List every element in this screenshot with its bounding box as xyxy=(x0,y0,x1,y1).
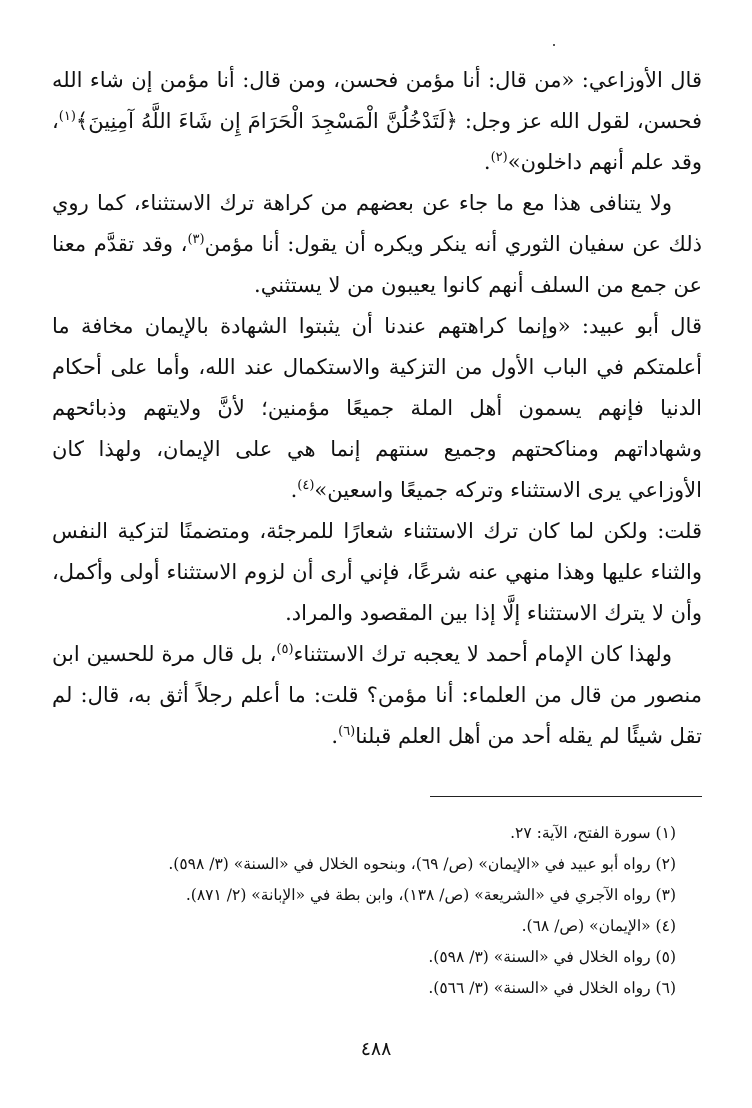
paragraph-text: ، وقد تقدَّم معنا عن جمع من السلف أنهم كانوا يعيبون من لا يستثني. xyxy=(52,232,702,297)
paragraph-text: ، وقد علم أنهم داخلون» xyxy=(52,109,702,174)
paragraph-text: قلت: ولكن لما كان ترك الاستثناء شعارًا للمرجئة، ومتضمنًا لتزكية النفس والثناء عليها وهذا منهي عنه شرعًا، فإني أرى أن لزوم الاستثناء أولى وأكمل، وأن لا يترك الاستثناء إلَّا إذا بين المقصود والمراد. xyxy=(52,519,702,625)
paragraph-3 xyxy=(52,306,702,511)
footnote-ref[interactable]: (٦) xyxy=(338,724,356,739)
footnote-ref[interactable]: (٥) xyxy=(276,642,294,657)
main-text xyxy=(52,60,702,757)
footnotes xyxy=(52,818,702,1004)
footnote-5: (٥) رواه الخلال في «السنة» (٣/ ٥٩٨). xyxy=(428,948,676,966)
page-mark xyxy=(553,44,555,46)
paragraph-text: ، بل قال مرة للحسين ابن منصور من قال من العلماء: أنا مؤمن؟ قلت: ما أعلم رجلاً أثق به، قال: لم تقل شيئًا لم يقله أحد من أهل العلم قبلنا xyxy=(52,642,702,748)
paragraph-text: قال الأوزاعي: «من قال: أنا مؤمن فحسن، ومن قال: أنا مؤمن إن شاء الله فحسن، لقول الله عز وجل: ﴿لَتَدْخُلُنَّ الْمَسْجِدَ الْحَرَامَ إِن شَاءَ اللَّهُ آمِنِينَ﴾ xyxy=(52,68,702,133)
paragraph-text: ولا يتنافى هذا مع ما جاء عن بعضهم من كراهة ترك الاستثناء، كما روي ذلك عن سفيان الثوري أنه ينكر ويكره أن يقول: أنا مؤمن xyxy=(52,191,702,256)
footnote-1: (١) سورة الفتح، الآية: ٢٧. xyxy=(510,824,676,842)
footnote-ref[interactable]: (٢) xyxy=(490,150,508,165)
paragraph-4 xyxy=(52,511,702,634)
paragraph-1 xyxy=(52,60,702,183)
footnote-separator xyxy=(430,796,702,797)
paragraph-text: . xyxy=(483,150,491,174)
paragraph-5 xyxy=(52,634,702,757)
paragraph-text: قال أبو عبيد: «وإنما كراهتهم عندنا أن يثبتوا الشهادة بالإيمان مخافة ما أعلمتكم في الباب الأول من التزكية والاستكمال عند الله، وأما على أحكام الدنيا فإنهم يسمون أهل الملة جميعًا مؤمنين؛ لأنَّ ولايتهم وذبائحهم وشهاداتهم ومناكحتهم وجميع سنتهم إنما هي على الإيمان، ولهذا كان الأوزاعي يرى الاستثناء وتركه جميعًا واسعين» xyxy=(52,314,702,502)
footnote-3: (٣) رواه الآجري في «الشريعة» (ص/ ١٣٨)، وابن بطة في «الإبانة» (٢/ ٨٧١). xyxy=(185,886,676,904)
footnote-ref[interactable]: (١) xyxy=(58,109,76,124)
paragraph-text: . xyxy=(290,478,298,502)
footnote-ref[interactable]: (٤) xyxy=(297,478,315,493)
page-number: ٤٨٨ xyxy=(360,1038,392,1060)
paragraph-2 xyxy=(52,183,702,306)
paragraph-text: . xyxy=(331,724,339,748)
paragraph-text: ولهذا كان الإمام أحمد لا يعجبه ترك الاستثناء xyxy=(293,642,672,666)
footnote-ref[interactable]: (٣) xyxy=(187,232,205,247)
footnote-6: (٦) رواه الخلال في «السنة» (٣/ ٥٦٦). xyxy=(428,979,676,997)
footnote-2: (٢) رواه أبو عبيد في «الإيمان» (ص/ ٦٩)، وبنحوه الخلال في «السنة» (٣/ ٥٩٨). xyxy=(168,855,676,873)
footnote-4: (٤) «الإيمان» (ص/ ٦٨). xyxy=(521,917,676,935)
